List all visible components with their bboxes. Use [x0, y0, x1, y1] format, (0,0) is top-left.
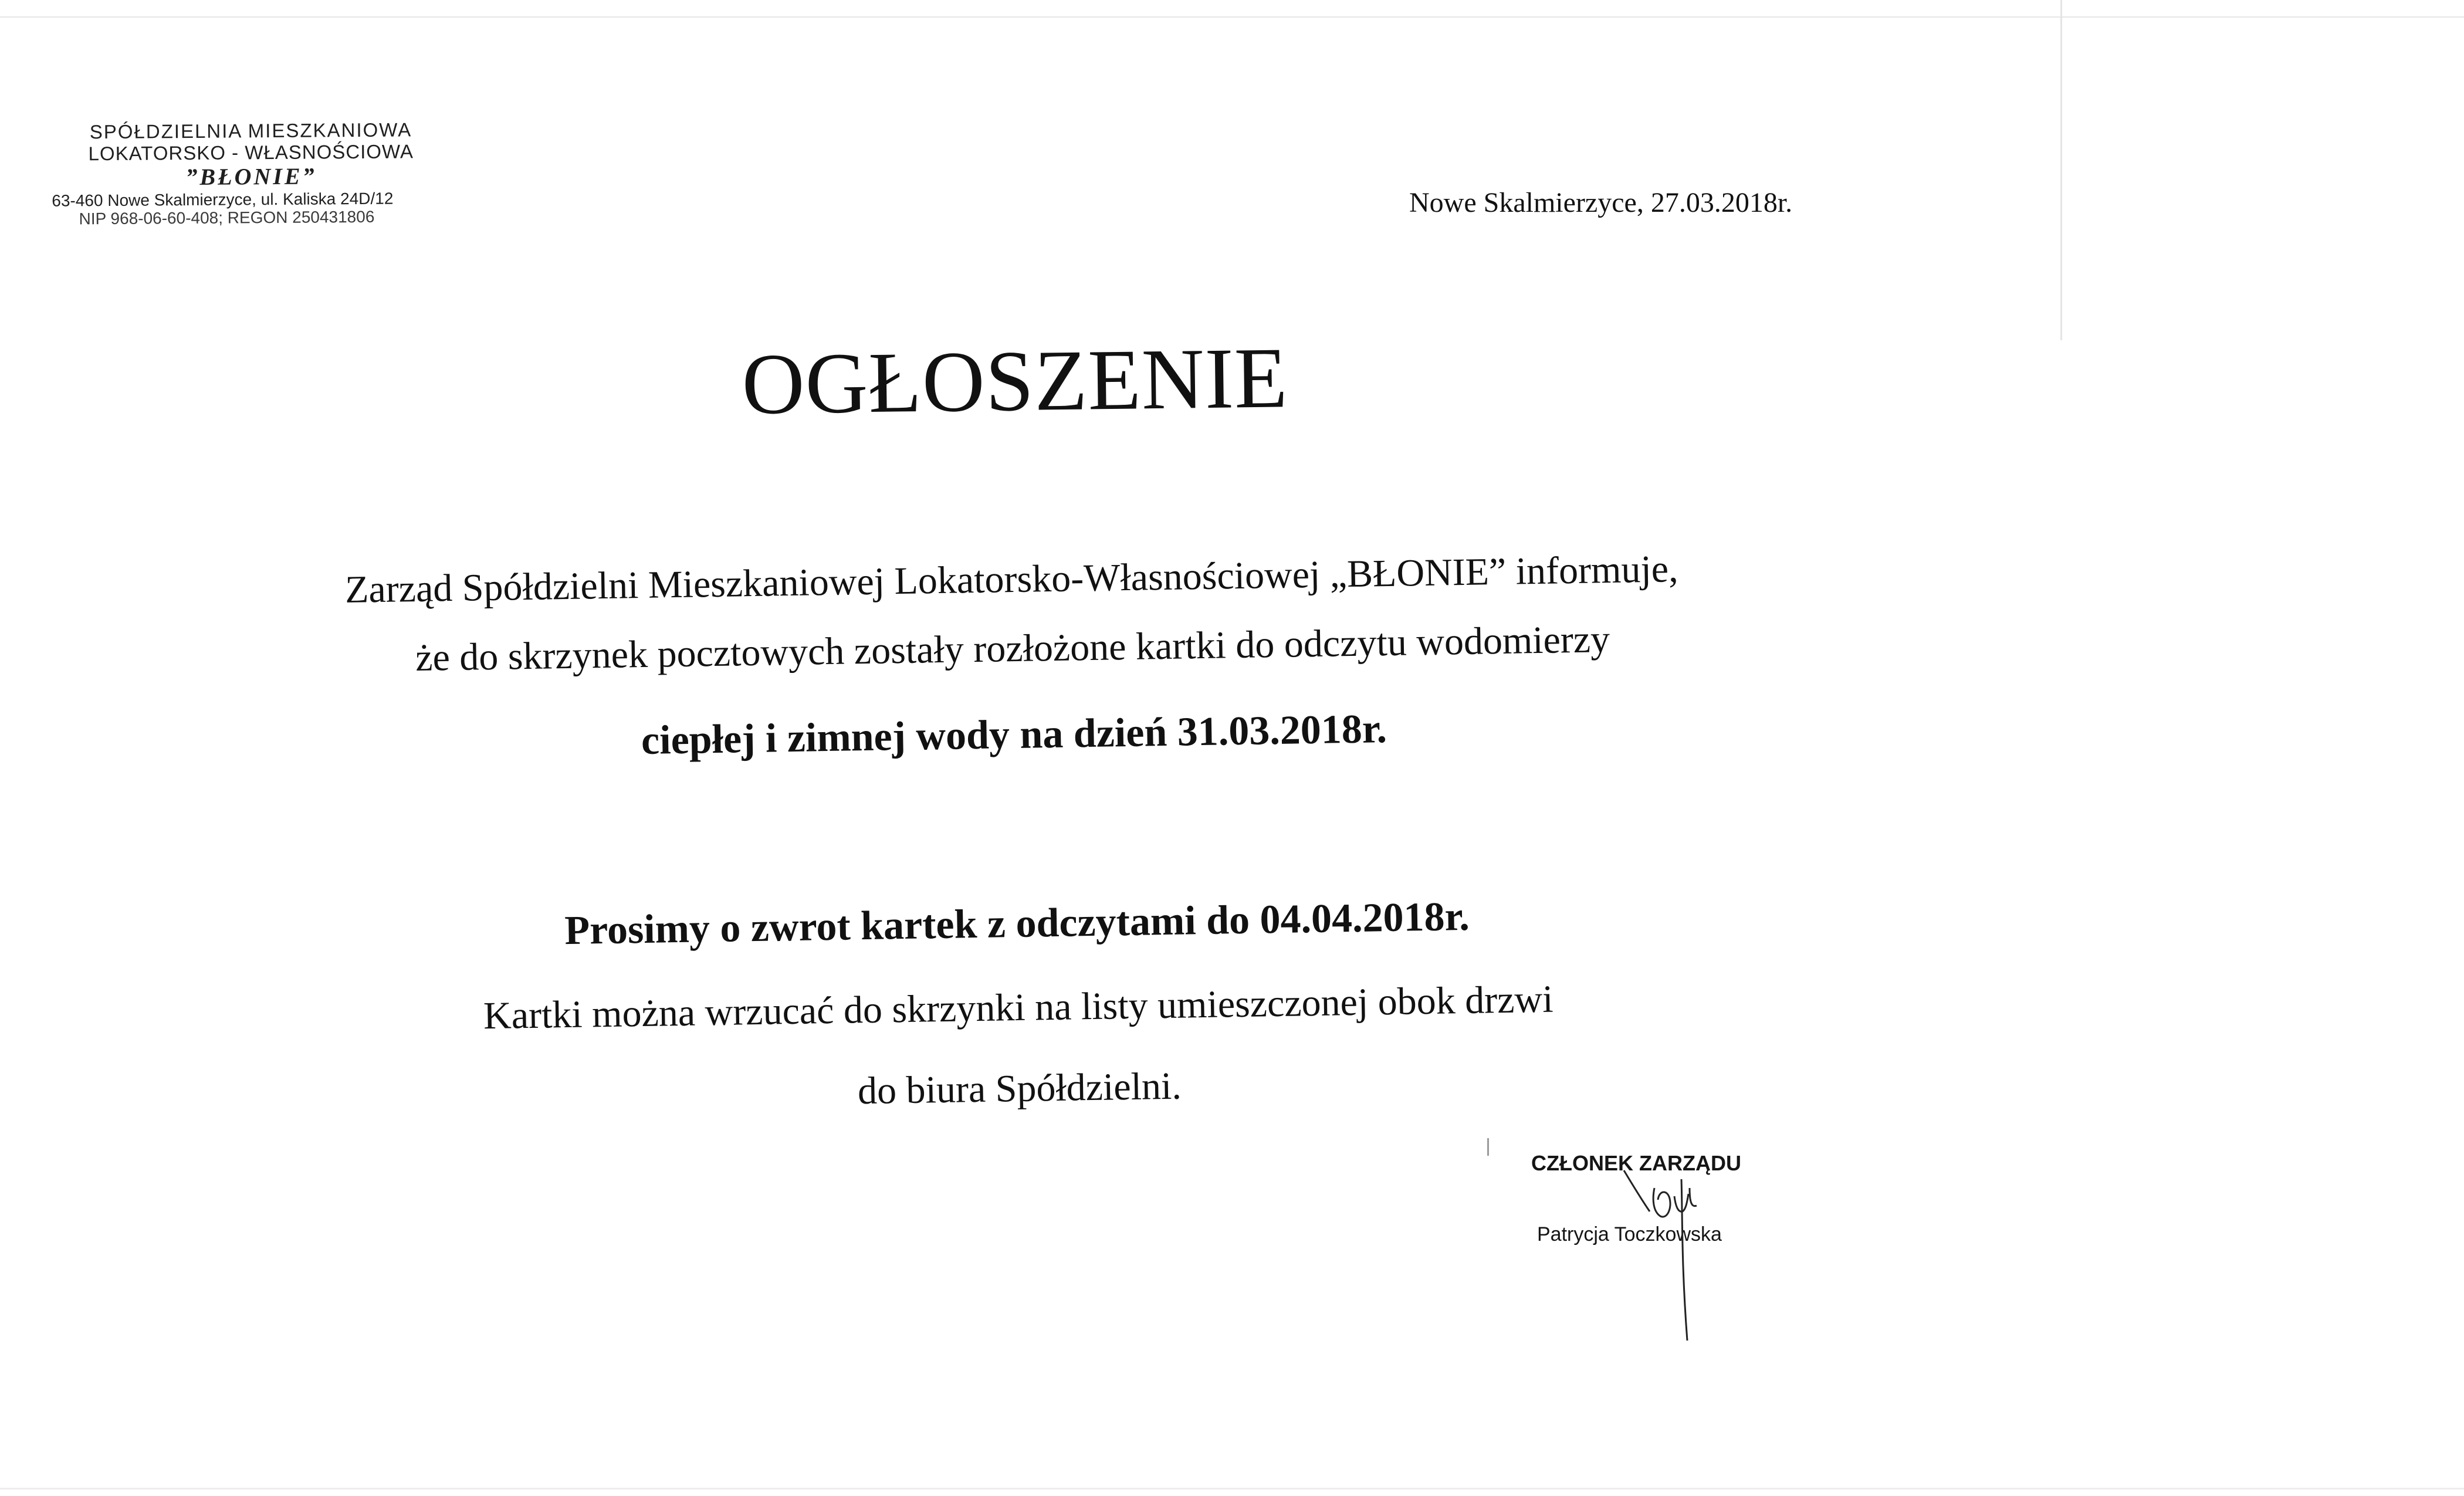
scan-mark	[1487, 1138, 1489, 1156]
handwritten-signature	[1613, 1147, 1713, 1346]
stamp-line-name: ”BŁONIE”	[185, 163, 317, 190]
scan-edge-bottom	[0, 1488, 2464, 1490]
stamp-line-type: LOKATORSKO - WŁASNOŚCIOWA	[88, 140, 414, 165]
document-title: OGŁOSZENIE	[741, 330, 1289, 433]
scan-edge-top	[0, 16, 2464, 18]
announcement-body	[0, 541, 2026, 1113]
document-date: Nowe Skalmierzyce, 27.03.2018r.	[1409, 187, 1793, 218]
stamp-line-cooperative: SPÓŁDZIELNIA MIESZKANIOWA	[89, 119, 412, 143]
body-line-1: Zarząd Spółdzielni Mieszkaniowej Lokatorsko-Własnościowej „BŁONIE” informuje,	[344, 547, 1679, 611]
signatory-name: Patrycja Toczkowska	[1537, 1223, 1722, 1245]
body-line-2: że do skrzynek pocztowych zostały rozłożone kartki do odczytu wodomierzy	[415, 618, 1610, 680]
organization-stamp	[51, 119, 497, 228]
body-line-5: Kartki można wrzucać do skrzynki na listy umieszczonej obok drzwi	[483, 977, 1554, 1038]
body-line-6: do biura Spółdzielni.	[857, 1064, 1182, 1113]
stamp-line-address: 63-460 Nowe Skalmierzyce, ul. Kaliska 24D/12	[52, 189, 394, 210]
stamp-line-nip-regon: NIP 968-06-60-408; REGON 250431806	[79, 207, 375, 228]
signatory-role: CZŁONEK ZARZĄDU	[1531, 1151, 1741, 1175]
body-line-3-reading-date: ciepłej i zimnej wody na dzień 31.03.2018r.	[641, 706, 1387, 763]
scan-edge-right	[2060, 0, 2062, 340]
body-line-4-return-deadline: Prosimy o zwrot kartek z odczytami do 04.04.2018r.	[564, 893, 1470, 954]
